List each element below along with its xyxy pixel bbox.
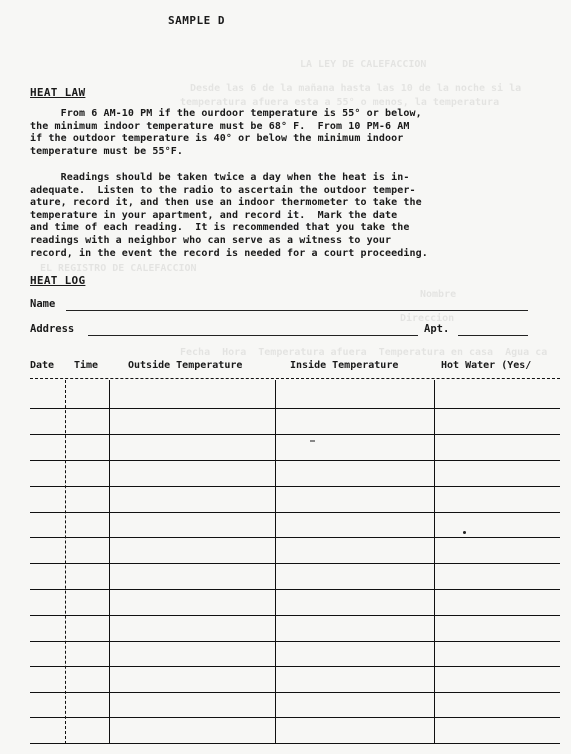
table-row-line (30, 378, 560, 379)
column-header-date: Date (30, 360, 55, 371)
apt-label: Apt. (424, 323, 450, 335)
address-field[interactable] (88, 335, 418, 336)
table-column-divider (65, 380, 66, 744)
bleed-through-title: LA LEY DE CALEFACCION (300, 59, 427, 70)
bleed-through-line: Desde las 6 de la mañana hasta las 10 de la noche si la (190, 83, 522, 94)
table-column-divider (434, 380, 435, 744)
bleed-through-heading: EL REGISTRO DE CALEFACCION (40, 263, 197, 274)
bleed-through-columns: Fecha Hora Temperatura afuera Temperatura en casa Agua ca (180, 347, 548, 358)
heat-law-paragraph-2: Readings should be taken twice a day when the heat is in- adequate. Listen to the radio to ascertain the outdoor temper- ature, record it, and then use an indoor thermometer to take the temperature in your apartment, and record it. Mark the date and time of each reading. It is recommended that you take the readings with a neighbor who can serve as a witness to your record, in the event the record is needed for a court proceeding. (30, 172, 428, 259)
column-header-outside-temperature: Outside Temperature (128, 360, 243, 371)
scan-speck (463, 531, 466, 534)
column-header-inside-temperature: Inside Temperature (290, 360, 399, 371)
bleed-through-line: temperatura afuera esta a 55° o menos, la temperatura (180, 97, 500, 108)
table-column-divider (109, 380, 110, 744)
scan-speck (310, 440, 315, 442)
name-field[interactable] (66, 310, 528, 311)
table-column-divider (275, 380, 276, 744)
bleed-through-label: Direccion (400, 313, 455, 324)
column-header-time: Time (74, 360, 99, 371)
heat-law-paragraph-1: From 6 AM-10 PM if the ourdoor temperature is 55° or below, the minimum indoor temperature must be 68° F. From 10 PM-6 AM if the outdoor temperature is 40° or below the minimum indoor temperature must be 55°F. (30, 108, 422, 157)
address-label: Address (30, 323, 75, 335)
apt-field[interactable] (458, 335, 528, 336)
sample-label: SAMPLE D (168, 14, 225, 27)
heat-law-heading: HEAT LAW (30, 86, 86, 99)
heat-log-heading: HEAT LOG (30, 274, 86, 287)
name-label: Name (30, 298, 56, 310)
bleed-through-label: Nombre (420, 289, 457, 300)
column-header-hot-water: Hot Water (Yes/ (441, 360, 532, 371)
